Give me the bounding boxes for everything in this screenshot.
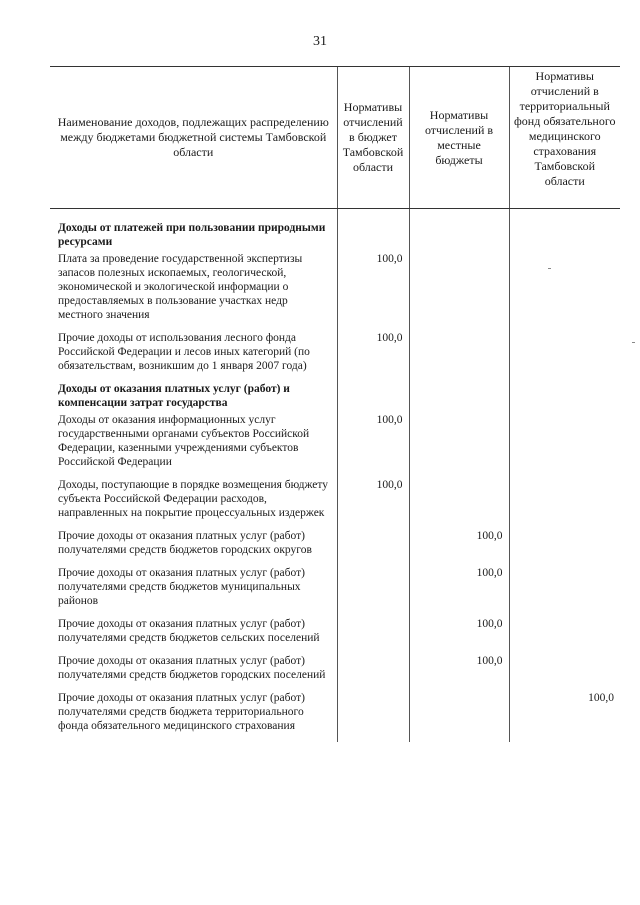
header-row <box>50 67 620 209</box>
local-value: 100,0 <box>409 654 509 691</box>
medical-value <box>509 617 620 654</box>
regional-value: 100,0 <box>337 478 409 529</box>
regional-value <box>337 566 409 617</box>
local-value <box>409 221 509 252</box>
medical-value <box>509 529 620 566</box>
regional-value: 100,0 <box>337 331 409 382</box>
local-value <box>409 413 509 478</box>
revenue-name: Прочие доходы от оказания платных услуг (работ) получателями средств бюджетов сельских поселений <box>58 618 320 644</box>
medical-value <box>509 566 620 617</box>
revenue-name: Доходы, поступающие в порядке возмещения бюджету субъекта Российской Федерации расходов, направленных на покрытие процессуальных издержек <box>58 479 329 519</box>
medical-value <box>509 331 620 382</box>
regional-value <box>337 691 409 742</box>
local-value <box>409 331 509 382</box>
header-local-budgets: Нормативы отчислений в местные бюджеты <box>409 67 509 209</box>
revenue-name: Доходы от оказания информационных услуг государственными органами субъектов Российской Федерации, казенными учреждениями субъектов Российской Федерации <box>58 414 310 468</box>
local-value: 100,0 <box>409 529 509 566</box>
medical-value <box>509 413 620 478</box>
scan-speck <box>548 268 551 269</box>
table-row <box>50 691 620 742</box>
revenue-name: Прочие доходы от оказания платных услуг (работ) получателями средств бюджета территориального фонда обязательного медицинского страхования <box>58 692 305 732</box>
regional-value <box>337 654 409 691</box>
table-row <box>50 331 620 382</box>
local-value <box>409 478 509 529</box>
table-spacer-row <box>50 209 620 222</box>
regional-value <box>337 617 409 654</box>
regional-value <box>337 529 409 566</box>
local-value <box>409 252 509 331</box>
page-number: 31 <box>313 34 327 49</box>
section-title: Доходы от платежей при пользовании природными ресурсами <box>58 222 326 248</box>
local-value <box>409 691 509 742</box>
header-revenue-name: Наименование доходов, подлежащих распределению между бюджетами бюджетной системы Тамбовской области <box>50 67 337 209</box>
revenue-name: Плата за проведение государственной экспертизы запасов полезных ископаемых, геологической, экономической и экологической информации о предоставляемых в пользование участках недр местного значения <box>58 253 303 321</box>
revenue-name: Прочие доходы от оказания платных услуг (работ) получателями средств бюджетов городских поселений <box>58 655 326 681</box>
medical-value <box>509 478 620 529</box>
table-row <box>50 529 620 566</box>
table-body <box>50 209 620 743</box>
regional-value: 100,0 <box>337 413 409 478</box>
revenue-name: Прочие доходы от использования лесного фонда Российской Федерации и лесов иных категорий (по обязательствам, возникшим до 1 января 2007 года) <box>58 332 310 372</box>
revenue-name: Прочие доходы от оказания платных услуг (работ) получателями средств бюджетов городских округов <box>58 530 312 556</box>
table-row <box>50 654 620 691</box>
section-row <box>50 221 620 252</box>
medical-value: 100,0 <box>509 691 620 742</box>
header-regional-budget: Нормативы отчислений в бюджет Тамбовской области <box>337 67 409 209</box>
local-value: 100,0 <box>409 617 509 654</box>
header-medical-insurance-fund: Нормативы отчислений в территориальный фонд обязательного медицинского страхования Тамбовской области <box>509 67 620 209</box>
medical-value <box>509 252 620 331</box>
revenue-name: Прочие доходы от оказания платных услуг (работ) получателями средств бюджетов муниципальных районов <box>58 567 305 607</box>
medical-value <box>509 654 620 691</box>
local-value <box>409 382 509 413</box>
regional-value: 100,0 <box>337 252 409 331</box>
table-row <box>50 566 620 617</box>
table-row <box>50 252 620 331</box>
scan-speck <box>632 342 635 343</box>
table-row <box>50 413 620 478</box>
section-title: Доходы от оказания платных услуг (работ) и компенсации затрат государства <box>58 383 290 409</box>
regional-value <box>337 221 409 252</box>
table-header <box>50 67 620 209</box>
regional-value <box>337 382 409 413</box>
revenue-distribution-table <box>50 66 620 742</box>
local-value: 100,0 <box>409 566 509 617</box>
table-row <box>50 617 620 654</box>
section-row <box>50 382 620 413</box>
table-row <box>50 478 620 529</box>
medical-value <box>509 221 620 252</box>
medical-value <box>509 382 620 413</box>
